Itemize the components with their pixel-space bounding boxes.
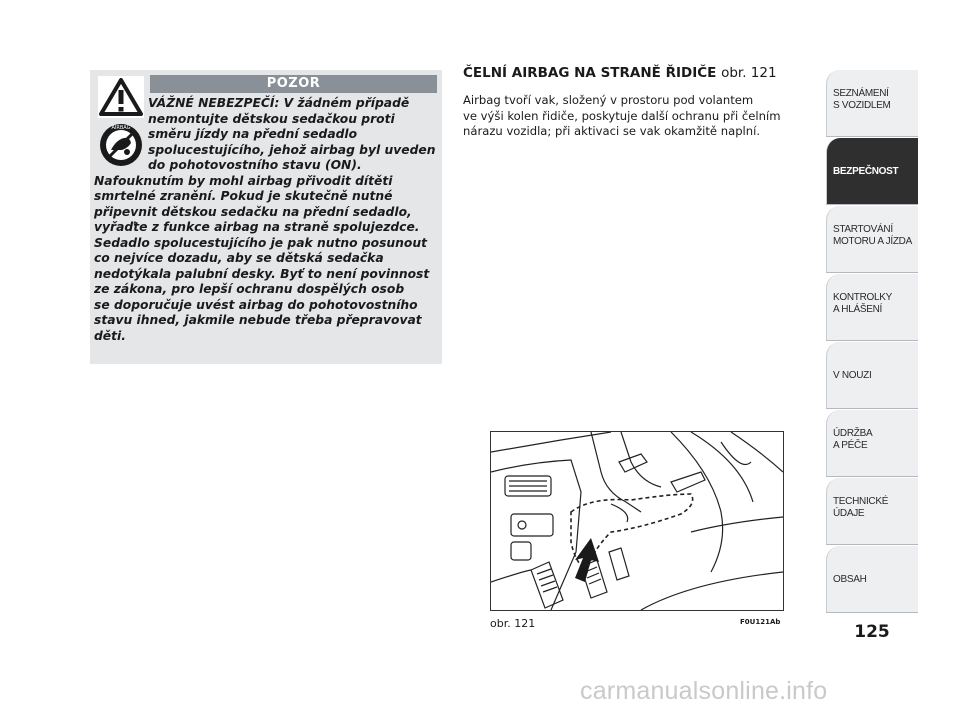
- warning-line: spolucestujícího, jehož airbag byl uveden: [148, 142, 436, 157]
- warning-line: se doporučuje uvést airbag do pohotovostního: [94, 297, 418, 312]
- section-title-text: ČELNÍ AIRBAG NA STRANĚ ŘIDIČE: [463, 65, 717, 81]
- warning-line: ze zákona, pro lepší ochranu dospělých osob: [94, 282, 405, 296]
- warning-line: nedotýkala palubní desky. Byť to není povinnost: [94, 266, 430, 281]
- knee-airbag-illustration: [491, 432, 783, 610]
- tab-obsah[interactable]: [826, 546, 918, 613]
- warning-line: co nejvíce dozadu, aby se dětská sedačka: [94, 251, 384, 265]
- tab-label: V NOUZI: [833, 370, 872, 381]
- tab-label: SEZNÁMENÍ S VOZIDLEM: [833, 88, 891, 111]
- section-body-line: nárazu vozidla; při aktivaci se vak okamžitě naplní.: [463, 124, 761, 138]
- page-number: 125: [854, 622, 890, 642]
- section-body: [463, 93, 808, 140]
- tab-label: BEZPEČNOST: [833, 166, 899, 177]
- warning-line: připevnit dětskou sedačku na přední sedadlo,: [94, 204, 412, 219]
- tab-kontrolky[interactable]: [826, 274, 918, 341]
- tab-technicke-udaje[interactable]: [826, 478, 918, 545]
- warning-line: smrtelné zranění. Pokud je skutečně nutné: [94, 189, 393, 203]
- warning-text: [94, 96, 442, 344]
- tab-label: OBSAH: [833, 574, 867, 585]
- tab-startovani[interactable]: [826, 206, 918, 273]
- warning-line: vyřaďte z funkce airbag na straně spolujezdce.: [94, 220, 420, 234]
- warning-line: směru jízdy na přední sedadlo: [148, 127, 358, 141]
- tab-udrzba[interactable]: [826, 410, 918, 477]
- tab-seznameni[interactable]: [826, 70, 918, 137]
- tab-v-nouzi[interactable]: [826, 342, 918, 409]
- tab-label: KONTROLKY A HLÁŠENÍ: [833, 292, 892, 315]
- warning-line: nemontujte dětskou sedačkou proti: [148, 111, 395, 126]
- airbag-icon-text: AIRBAG: [111, 125, 131, 131]
- warning-line: děti.: [94, 328, 126, 343]
- figure-code: F0U121Ab: [740, 618, 781, 626]
- warning-line: Nafouknutím by mohl airbag přivodit dítěti: [94, 173, 393, 188]
- section-body-line: ve výši kolen řidiče, poskytuje další ochranu při čelním: [463, 108, 781, 123]
- warning-line: Sedadlo spolucestujícího je pak nutno posunout: [94, 235, 428, 250]
- tab-label: STARTOVÁNÍ MOTORU A JÍZDA: [833, 224, 912, 247]
- warning-line: do pohotovostního stavu (ON).: [148, 158, 362, 172]
- warning-banner: POZOR: [150, 75, 437, 93]
- figure-caption: obr. 121: [490, 617, 536, 630]
- watermark: carmanualsonline.info: [580, 677, 828, 705]
- warning-line: VÁŽNÉ NEBEZPEČÍ: V žádném případě: [148, 96, 410, 110]
- figure-knee-airbag: [490, 431, 784, 611]
- section-body-line: Airbag tvoří vak, složený v prostoru pod volantem: [463, 93, 754, 107]
- section-title-ref: obr. 121: [721, 65, 777, 81]
- tab-label: ÚDRŽBA A PÉČE: [833, 428, 873, 451]
- warning-line: stavu ihned, jakmile nebude třeba přepravovat: [94, 313, 422, 327]
- tab-bezpecnost[interactable]: [826, 138, 918, 205]
- tab-label: TECHNICKÉ ÚDAJE: [833, 496, 889, 519]
- section-title: [463, 65, 823, 81]
